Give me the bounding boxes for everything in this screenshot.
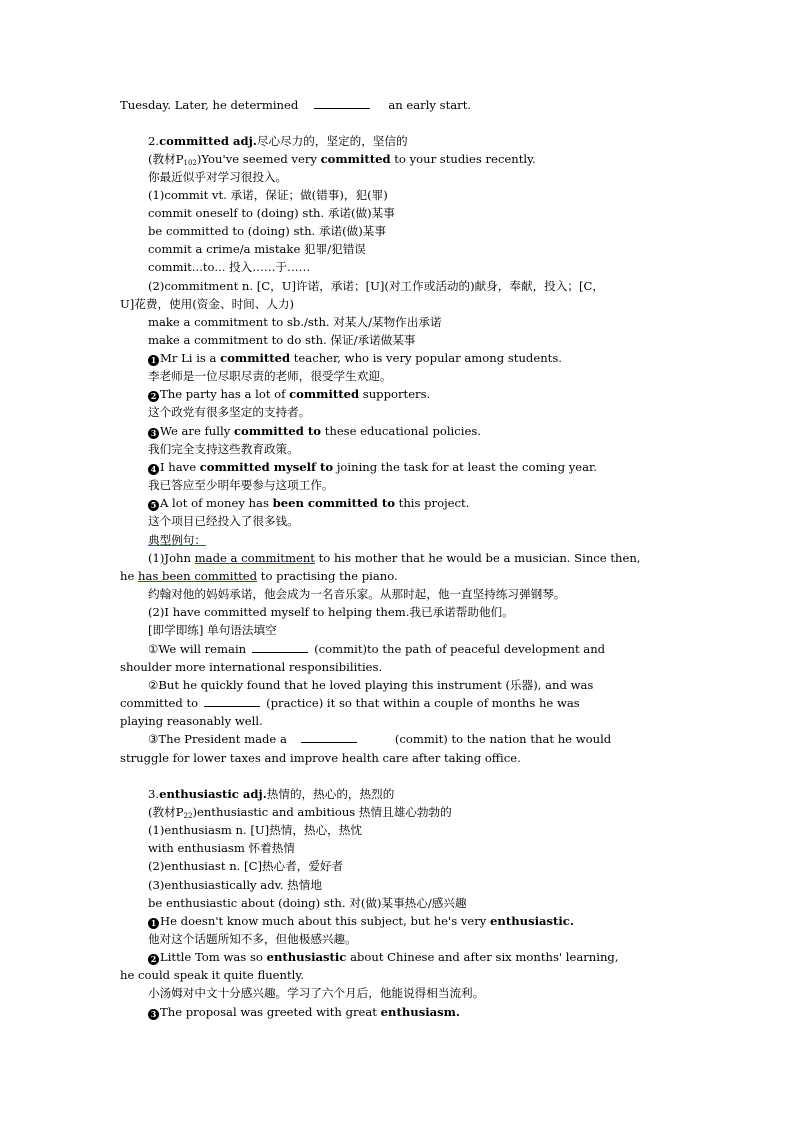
usage-line: commit...to... 投入……于…… (148, 260, 311, 274)
example-sentence (148, 949, 619, 965)
number-marker: 1 (148, 918, 159, 929)
translation: 我已答应至少明年要参与这项工作。 (148, 478, 334, 492)
underlined-phrase: has been committed (138, 569, 258, 583)
text: 典型例句： (148, 533, 206, 547)
example-sentence (148, 913, 574, 929)
text: supporters. (362, 387, 431, 401)
example-sentence (148, 423, 481, 439)
section-heading (148, 133, 408, 149)
text: he (120, 569, 135, 583)
text: this project. (398, 496, 470, 510)
usage-line: (2)commitment n. [C，U]许诺，承诺；[U](对工作或活动的)献身，奉献，投入；[C， (148, 279, 604, 293)
page-ref: 22 (183, 812, 193, 820)
usage-line: commit oneself to (doing) sth. 承诺(做)某事 (148, 206, 395, 220)
section-number: 3. (148, 787, 160, 801)
definition: 热情的，热心的，热烈的 (266, 787, 395, 801)
text: Little Tom was so (160, 950, 263, 964)
usage-line: (3)enthusiastically adv. 热情地 (148, 878, 322, 892)
usage-line: be enthusiastic about (doing) sth. 对(做)某事热心/感兴趣 (148, 896, 467, 910)
number-marker: 2 (148, 954, 159, 965)
example-sentence (148, 495, 469, 511)
text: (commit) to the nation that he would (394, 732, 612, 746)
text: He doesn't know much about this subject, but he's very (160, 914, 487, 928)
exercise-line: shoulder more international responsibilities. (120, 660, 383, 674)
exercise-line (148, 731, 611, 747)
text: to practising the piano. (260, 569, 398, 583)
keyword: enthusiastic. (490, 914, 574, 928)
example-sentence: (2)I have committed myself to helping them.我已承诺帮助他们。 (148, 605, 514, 619)
section-heading (148, 786, 394, 802)
subheading (148, 532, 206, 548)
usage-line: (1)enthusiasm n. [U]热情，热心，热忱 (148, 823, 362, 837)
textbook-example (148, 804, 452, 824)
usage-line: U]花费，使用(资金、时间、人力) (120, 297, 295, 311)
exercise-line (148, 641, 605, 657)
example-sentence (148, 386, 430, 402)
text: to your studies recently. (394, 152, 536, 166)
usage-line: with enthusiasm 怀着热情 (148, 841, 295, 855)
usage-line: make a commitment to sb./sth. 对某人/某物作出承诺 (148, 315, 442, 329)
example-sentence: he could speak it quite fluently. (120, 968, 305, 982)
number-marker: 2 (148, 391, 159, 402)
translation: 约翰对他的妈妈承诺，他会成为一名音乐家。从那时起，他一直坚持练习弹钢琴。 (148, 587, 566, 601)
translation: 这个项目已经投入了很多钱。 (148, 514, 299, 528)
text: (1)John (148, 551, 191, 565)
keyword: been committed to (272, 496, 395, 510)
number-marker: 1 (148, 355, 159, 366)
text: (commit)to the path of peaceful development and (314, 642, 606, 656)
text: about Chinese and after six months' learning, (350, 950, 619, 964)
text: Tuesday. Later, he determined (120, 98, 299, 112)
practice-heading: [即学即练] 单句语法填空 (148, 623, 277, 637)
text: (practice) it so that within a couple of months he was (266, 696, 580, 710)
text: to his mother that he would be a musician. Since then, (318, 551, 641, 565)
example-sentence (148, 1004, 460, 1020)
text: The proposal was greeted with great (160, 1005, 377, 1019)
example-sentence (120, 568, 398, 584)
answer-blank[interactable] (252, 641, 308, 653)
definition: 尽心尽力的，坚定的，坚信的 (256, 134, 408, 148)
text: teacher, who is very popular among students. (293, 351, 562, 365)
exercise-line (120, 695, 580, 711)
translation: 你最近似乎对学习很投入。 (148, 170, 288, 184)
exercise-line: ②But he quickly found that he loved playing this instrument (乐器), and was (148, 678, 594, 692)
usage-line: (1)commit vt. 承诺，保证；做(错事)，犯(罪) (148, 188, 388, 202)
text: We are fully (160, 424, 231, 438)
text: The party has a lot of (160, 387, 286, 401)
keyword: committed myself to (199, 460, 334, 474)
headword: enthusiastic adj. (159, 787, 267, 801)
example-sentence (148, 459, 597, 475)
keyword: committed to (233, 424, 321, 438)
text: ①We will remain (148, 642, 247, 656)
text: )You've seemed very (196, 152, 317, 166)
exercise-line: struggle for lower taxes and improve health care after taking office. (120, 751, 521, 765)
text: these educational policies. (324, 424, 481, 438)
text: I have (160, 460, 197, 474)
text: Mr Li is a (160, 351, 217, 365)
number-marker: 3 (148, 428, 159, 439)
text: A lot of money has (160, 496, 269, 510)
keyword: enthusiasm. (380, 1005, 460, 1019)
underlined-phrase: made a commitment (194, 551, 315, 565)
page-ref: 102 (183, 159, 197, 167)
number-marker: 3 (148, 1009, 159, 1020)
translation: 我们完全支持这些教育政策。 (148, 442, 299, 456)
usage-line: (2)enthusiast n. [C]热心者，爱好者 (148, 859, 344, 873)
usage-line: be committed to (doing) sth. 承诺(做)某事 (148, 224, 386, 238)
answer-blank[interactable] (204, 695, 260, 707)
text: )enthusiastic and ambitious 热情且雄心勃勃的 (192, 805, 452, 819)
usage-line: commit a crime/a mistake 犯罪/犯错误 (148, 242, 366, 256)
text: (教材P (148, 152, 184, 166)
keyword: enthusiastic (266, 950, 347, 964)
translation: 他对这个话题所知不多，但他极感兴趣。 (148, 932, 357, 946)
answer-blank (314, 97, 370, 109)
example-sentence (148, 350, 562, 366)
example-sentence (148, 550, 640, 566)
keyword: committed (289, 387, 360, 401)
translation: 李老师是一位尽职尽责的老师，很受学生欢迎。 (148, 369, 392, 383)
text-line (120, 97, 471, 113)
number-marker: 4 (148, 464, 159, 475)
headword: committed adj. (159, 134, 257, 148)
text: joining the task for at least the coming year. (336, 460, 597, 474)
exercise-line: playing reasonably well. (120, 714, 263, 728)
answer-blank[interactable] (301, 731, 357, 743)
keyword: committed (220, 351, 291, 365)
text: committed to (120, 696, 199, 710)
text: (教材P (148, 805, 184, 819)
text: an early start. (388, 98, 472, 112)
number-marker: 5 (148, 500, 159, 511)
keyword: committed (320, 152, 391, 166)
translation: 小汤姆对中文十分感兴趣。学习了六个月后，他能说得相当流利。 (148, 986, 485, 1000)
text: ③The President made a (148, 732, 287, 746)
usage-line: make a commitment to do sth. 保证/承诺做某事 (148, 333, 416, 347)
translation: 这个政党有很多坚定的支持者。 (148, 405, 311, 419)
textbook-example (148, 151, 536, 171)
section-number: 2. (148, 134, 160, 148)
